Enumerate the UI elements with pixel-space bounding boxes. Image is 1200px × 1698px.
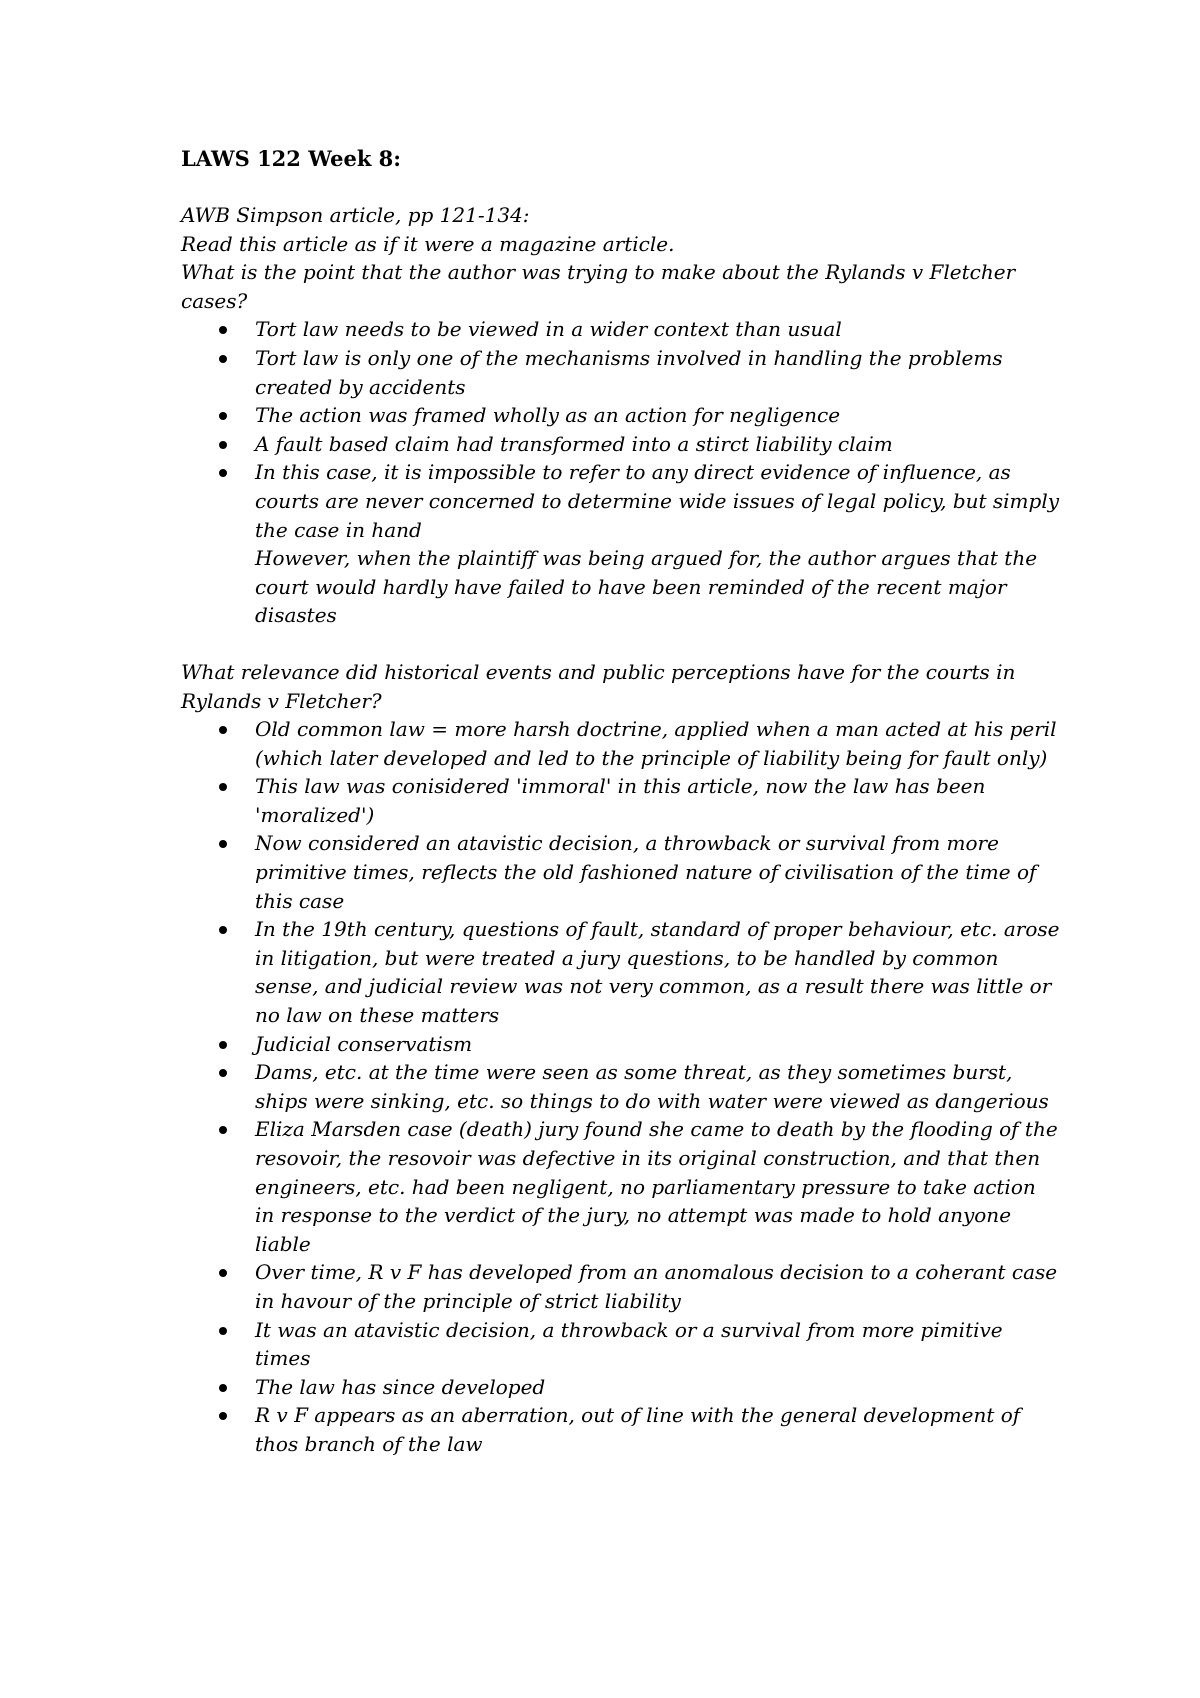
- list-item-text: This law was conisidered 'immoral' in this article, now the law has been 'moralized'): [255, 774, 986, 827]
- bullet-icon: [219, 783, 227, 791]
- list-item: [181, 829, 1061, 915]
- list-item-text: R v F appears as an aberration, out of line with the general development of thos branch of the law: [255, 1403, 1021, 1456]
- list-item-text: Eliza Marsden case (death) jury found she came to death by the flooding of the resovoir, the resovoir was defective in its original construction, and that then engineers, etc. had been negligent, no parliamentary pressure to take action in response to the verdict of the jury, no attempt was made to hold anyone liable: [255, 1117, 1058, 1256]
- bullet-icon: [219, 355, 227, 363]
- list-item: [181, 1030, 1061, 1059]
- answer-list-two: [181, 715, 1061, 1458]
- article-reference: AWB Simpson article, pp 121-134:: [181, 203, 530, 227]
- list-item: [181, 315, 1061, 344]
- bullet-icon: [219, 412, 227, 420]
- document-title: LAWS 122 Week 8:: [181, 146, 402, 171]
- list-item-text: It was an atavistic decision, a throwback or a survival from more pimitive times: [255, 1317, 1003, 1371]
- bullet-icon: [219, 1269, 227, 1277]
- list-item-text: Old common law = more harsh doctrine, applied when a man acted at his peril (which later developed and led to the principle of liability being for fault only): [255, 717, 1057, 770]
- list-item: [181, 401, 1061, 430]
- list-item: [181, 1258, 1061, 1315]
- list-item-text: The law has since developed: [255, 1374, 546, 1399]
- list-item: [181, 772, 1061, 829]
- question-one: What is the point that the author was trying to make about the Rylands v Fletcher cases?: [181, 260, 1016, 313]
- list-item: [181, 1316, 1061, 1373]
- bullet-icon: [219, 1412, 227, 1420]
- list-item: [181, 458, 1061, 630]
- list-item-text: A fault based claim had transformed into a stirct liability claim: [255, 431, 893, 456]
- bullet-icon: [219, 441, 227, 449]
- list-item: [181, 1373, 1061, 1402]
- bullet-icon: [219, 1384, 227, 1392]
- bullet-icon: [219, 1327, 227, 1335]
- bullet-icon: [219, 926, 227, 934]
- list-item-text: Tort law is only one of the mechanisms involved in handling the problems created by accidents: [255, 345, 1003, 399]
- list-item-text: Now considered an atavistic decision, a throwback or survival from more primitive times, reflects the old fashioned nature of civilisation of the time of this case: [255, 831, 1037, 913]
- list-item: [181, 344, 1061, 401]
- question-two: What relevance did historical events and public perceptions have for the courts in Rylands v Fletcher?: [181, 659, 1016, 713]
- bullet-icon: [219, 1126, 227, 1134]
- list-item: [181, 430, 1061, 459]
- list-item: [181, 1115, 1061, 1258]
- list-item-text: In the 19th century, questions of fault, standard of proper behaviour, etc. arose in litigation, but were treated a jury questions, to be handled by common sense, and judicial review was not very common, as a result there was little or no law on these matters: [255, 917, 1060, 1028]
- list-item: [181, 1058, 1061, 1115]
- list-item: [181, 1401, 1061, 1458]
- answer-list-one: [181, 315, 1061, 630]
- bullet-icon: [219, 326, 227, 334]
- list-item-text: Tort law needs to be viewed in a wider context than usual: [255, 317, 842, 342]
- list-item-text: Over time, R v F has developed from an anomalous decision to a coherant case in havour of the principle of strict liability: [255, 1260, 1058, 1313]
- document-content: [181, 145, 1061, 1459]
- bullet-icon: [219, 840, 227, 848]
- list-item: [181, 715, 1061, 772]
- bullet-icon: [219, 1041, 227, 1049]
- bullet-icon: [219, 1069, 227, 1077]
- list-item-text: The action was framed wholly as an action for negligence: [255, 403, 841, 428]
- section-historical-relevance: [181, 658, 1061, 1459]
- list-item-continuation: However, when the plaintiff was being argued for, the author argues that the court would hardly have failed to have been reminded of the recent major disastes: [255, 546, 1038, 628]
- list-item-text: Dams, etc. at the time were seen as some threat, as they sometimes burst, ships were sinking, etc. so things to do with water were viewed as dangerious: [255, 1060, 1049, 1113]
- list-item-text: In this case, it is impossible to refer to any direct evidence of influence, as courts are never concerned to determine wide issues of legal policy, but simply the case in hand: [255, 460, 1060, 542]
- list-item-text: Judicial conservatism: [255, 1031, 473, 1056]
- bullet-icon: [219, 469, 227, 477]
- section-simpson-article: [181, 201, 1061, 630]
- bullet-icon: [219, 726, 227, 734]
- list-item: [181, 915, 1061, 1029]
- reading-instruction: Read this article as if it were a magazine article.: [181, 231, 675, 256]
